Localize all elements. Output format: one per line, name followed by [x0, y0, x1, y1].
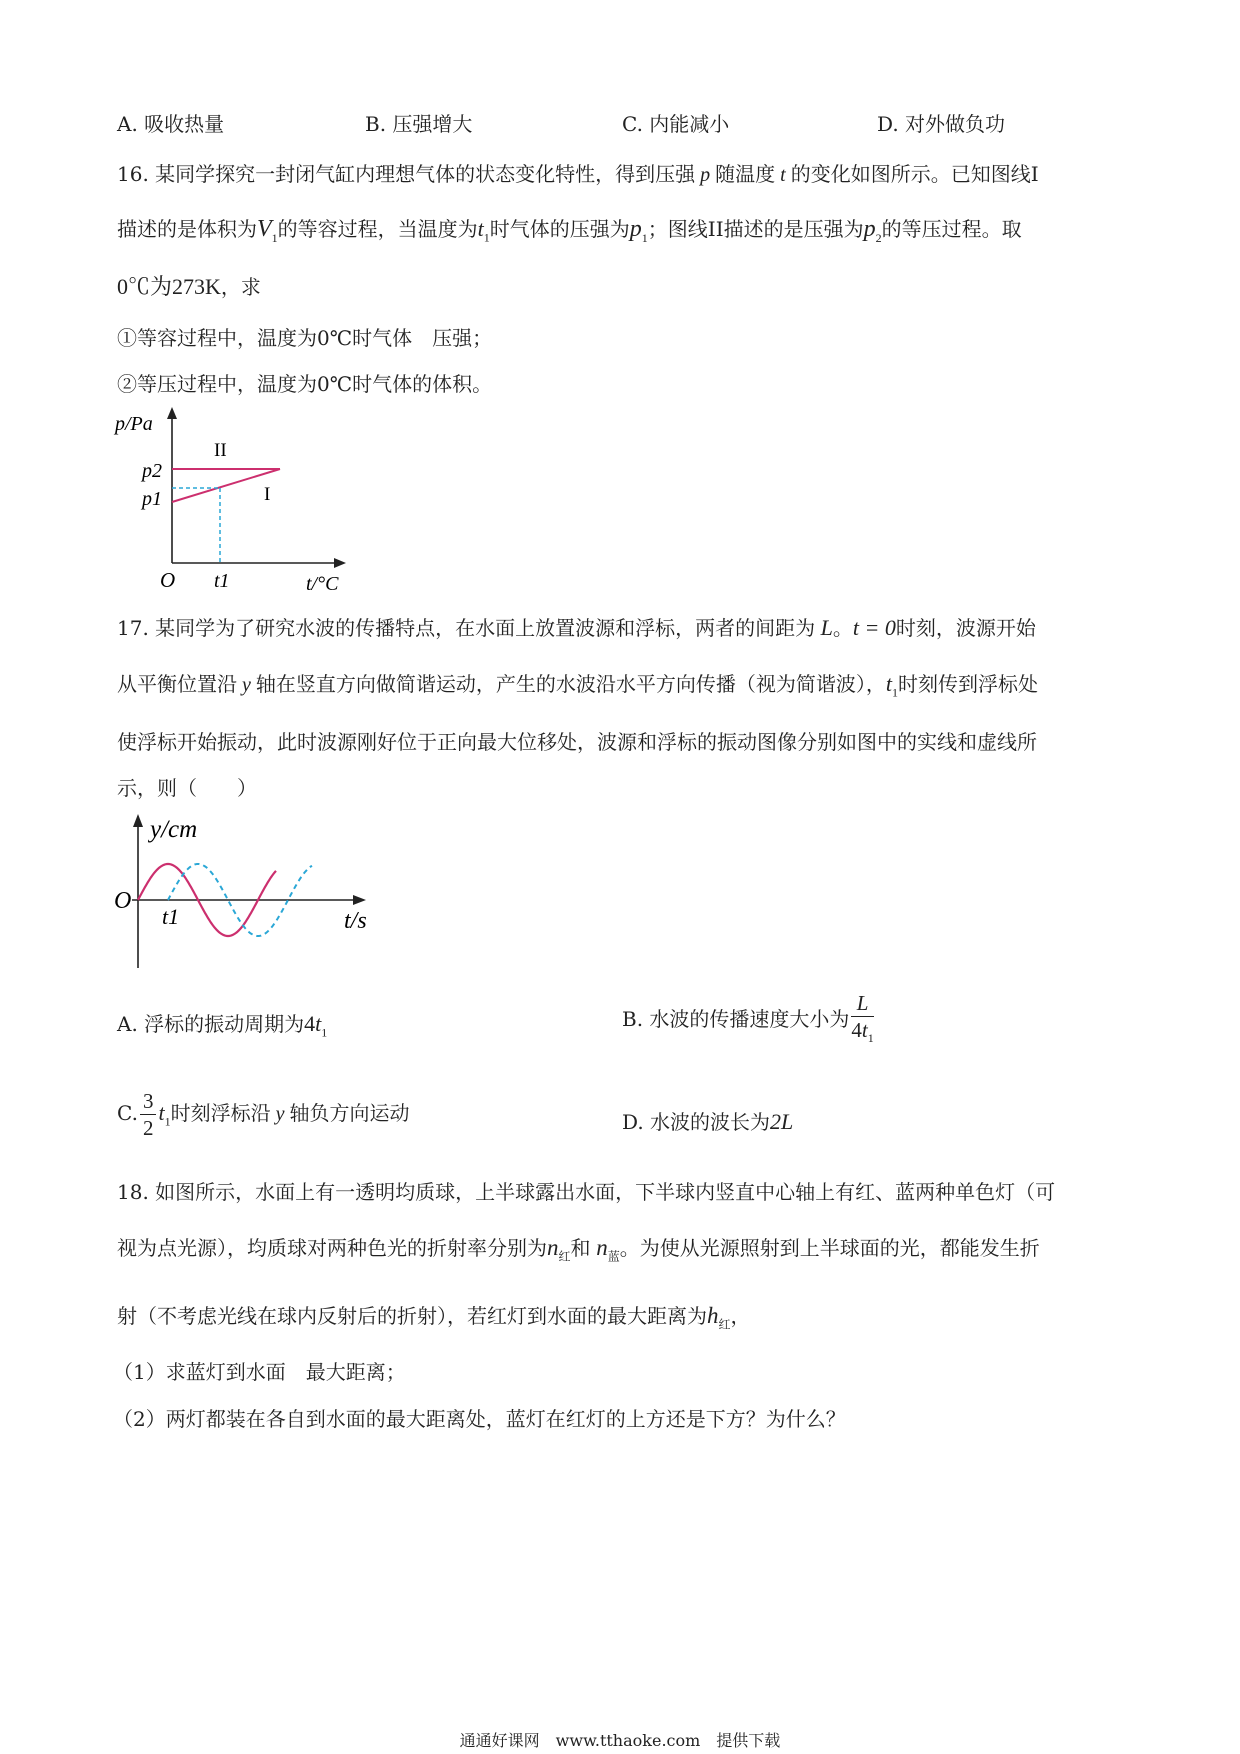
- q16-line2: 描述的是体积为$V_1$的等容过程，当温度为$t_1$时气体的压强为$p_1$；图线II描述的是压强为$p_2$的等压过程。取: [117, 216, 1022, 245]
- q18-item2: （2）两灯都装在各自到水面的最大距离处，蓝灯在红灯的上方还是下方？为什么？: [113, 1407, 846, 1431]
- x-axis-arrow: [353, 895, 366, 905]
- option-d-q17: D. 水波的波长为2L: [622, 1109, 794, 1134]
- q17-line2: 从平衡位置沿 y 轴在竖直方向做简谐运动，产生的水波沿水平方向传播（视为简谐波），$t_1$时刻传到浮标处: [117, 671, 1039, 700]
- q16-pt-graph: [110, 405, 370, 600]
- q17-vibration-graph: [110, 808, 400, 973]
- option-a-q15: A. 吸收热量: [117, 112, 225, 136]
- option-a-q17: A. 浮标的振动周期为$4t_1$: [117, 1011, 328, 1040]
- q17-line3: 使浮标开始振动，此时波源刚好位于正向最大位移处，波源和浮标的振动图像分别如图中的实线和虚线所: [117, 730, 1037, 754]
- t1-label: t1: [214, 570, 230, 592]
- x-axis-label: t/°C: [306, 573, 339, 595]
- t1-label: t1: [162, 904, 180, 929]
- y-axis-label: y/cm: [150, 816, 198, 843]
- option-b-q15: B. 压强增大: [365, 112, 473, 136]
- option-c-q15: C. 内能减小: [622, 112, 730, 136]
- p1-label: p1: [142, 488, 162, 510]
- y-axis-arrow: [167, 407, 177, 419]
- x-axis-arrow: [334, 558, 346, 568]
- option-c-q17: C. $\frac{3}{2}$ $t_1$时刻浮标沿 y 轴负方向运动: [117, 1089, 410, 1140]
- q16-line1: 16. 某同学探究一封闭气缸内理想气体的状态变化特性，得到压强 p 随温度 t 的变化如图所示。已知图线I: [117, 162, 1039, 186]
- q18-line3: 射（不考虑光线在球内反射后的折射），若红灯到水面的最大距离为$h_红$，: [117, 1303, 751, 1332]
- y-axis-label: p/Pa: [115, 413, 153, 435]
- origin-label: O: [160, 568, 176, 592]
- q16-item1: ①等容过程中，温度为0℃时气体 压强；: [117, 326, 493, 350]
- y-axis-arrow: [133, 814, 143, 827]
- q16-item2: ②等压过程中，温度为0℃时气体的体积。: [117, 372, 493, 396]
- x-axis-label: t/s: [344, 908, 367, 934]
- origin-label: O: [114, 888, 132, 914]
- p2-label: p2: [142, 460, 162, 482]
- q18-line2: 视为点光源），均质球对两种色光的折射率分别为$n_红$和 $n_蓝$。为使从光源照射到上半球面的光，都能发生折: [117, 1235, 1040, 1264]
- q18-item1: （1）求蓝灯到水面 最大距离；: [113, 1360, 406, 1384]
- option-b-q17: B. 水波的传播速度大小为 $\frac{L}{4t_1}$: [622, 991, 874, 1046]
- q17-line4: 示，则（ ）: [117, 776, 257, 800]
- q17-line1: 17. 某同学为了研究水波的传播特点，在水面上放置波源和浮标，两者的间距为 L。t = 0时刻，波源开始: [117, 615, 1036, 640]
- line-II-label: II: [214, 440, 227, 461]
- option-d-q15: D. 对外做负功: [877, 112, 1006, 136]
- line-I-label: I: [264, 484, 271, 505]
- q18-line1: 18. 如图所示，水面上有一透明均质球，上半球露出水面，下半球内竖直中心轴上有红、蓝两种单色灯（可: [117, 1180, 1056, 1204]
- page-footer: 通通好课网 www.tthaoke.com 提供下载: [459, 1731, 781, 1750]
- q16-line3: 0℃为273K，求: [117, 274, 261, 299]
